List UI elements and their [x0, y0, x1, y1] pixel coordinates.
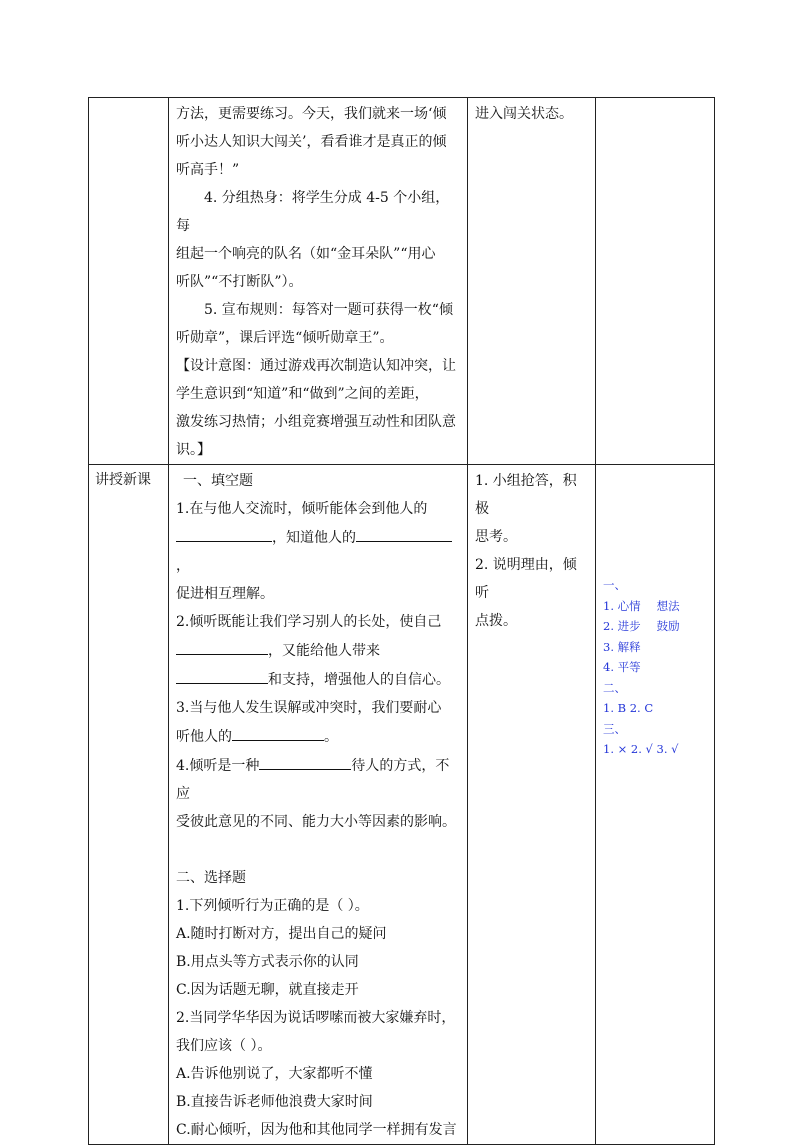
text-line: 听高手！” — [176, 162, 240, 178]
text-line: 听勋章”，课后评选“倾听勋章王”。 — [176, 330, 394, 346]
answer-line: 4. 平等 — [603, 660, 641, 674]
text-line: 4. 分组热身：将学生分成 4-5 个小组，每 — [176, 190, 450, 234]
text-line: A.告诉他别说了，大家都听不懂 — [176, 1066, 373, 1082]
text-line: A.随时打断对方，提出自己的疑问 — [176, 926, 387, 942]
stage-cell — [89, 465, 169, 1145]
text-line: 组起一个响亮的队名（如“金耳朵队”“用心 — [176, 246, 436, 262]
text-line: 思考。 — [475, 529, 517, 545]
answer-line: 2. 进步 鼓励 — [603, 619, 680, 633]
teacher-activity-cell — [169, 465, 468, 1145]
table-row — [89, 98, 715, 465]
text-line: ，知道他人的， — [176, 523, 461, 580]
answer-heading: 二、 — [603, 680, 626, 695]
text-line: 4.倾听是一种 待人的方式，不应 — [176, 751, 461, 808]
teacher-activity-cell — [169, 98, 468, 465]
text-line: 和支持，增强他人的自信心。 — [176, 665, 461, 694]
text-line: 5. 宣布规则：每答对一题可获得一枚“倾 — [204, 302, 453, 318]
section-heading-fill-blank: 一、填空题 — [183, 473, 253, 489]
text-line: 2. 说明理由，倾听 — [475, 557, 577, 601]
text-line: 我们应该（ ）。 — [176, 1038, 272, 1054]
text-line: 学生意识到“知道”和“做到”之间的差距， — [176, 386, 429, 402]
text-line: 听队”“不打断队”）。 — [176, 274, 303, 290]
exercise-text — [169, 465, 467, 1144]
text-line: ，又能给他人带来 — [176, 636, 461, 665]
text-line: 听他人的 。 — [176, 722, 461, 751]
notes-cell — [596, 98, 715, 465]
answer-line: 1. B 2. C — [603, 701, 654, 715]
answer-line: 1. × 2. √ 3. √ — [603, 742, 679, 756]
text-line: 1.在与他人交流时，倾听能体会到他人的 — [176, 501, 428, 517]
text-line: 激发练习热情；小组竞赛增强互动性和团队意 — [176, 414, 456, 430]
text-line: 方法，更需要练习。今天，我们就来一场‘倾 — [176, 106, 447, 122]
text-line: 2.当同学华华因为说话啰嗦而被大家嫌弃时， — [176, 1010, 456, 1026]
text-line: C.耐心倾听，因为他和其他同学一样拥有发言 — [176, 1122, 457, 1138]
text-line: 点拨。 — [475, 613, 517, 629]
answer-heading: 一、 — [603, 578, 626, 592]
answer-line: 3. 解释 — [603, 639, 641, 654]
blank-line — [232, 722, 324, 741]
table-row — [89, 465, 715, 1145]
student-activity-cell — [468, 465, 596, 1145]
text-line: 1.下列倾听行为正确的是（ ）。 — [176, 898, 369, 914]
answer-line: 1. 心情 想法 — [603, 598, 680, 613]
answer-heading: 三、 — [603, 721, 626, 736]
text-line: 【设计意图：通过游戏再次制造认知冲突，让 — [176, 358, 456, 374]
text-line: 促进相互理解。 — [176, 586, 274, 602]
stage-label: 讲授新课 — [95, 472, 151, 488]
text-line: 2.倾听既能让我们学习别人的长处，使自己 — [176, 614, 442, 630]
text-line: B.直接告诉老师他浪费大家时间 — [176, 1094, 373, 1110]
blank-line — [176, 665, 268, 684]
text-line: 进入闯关状态。 — [475, 106, 573, 122]
section-heading-multiple-choice: 二、选择题 — [176, 870, 246, 886]
blank-line — [176, 523, 272, 542]
text-line: 3.当与他人发生误解或冲突时，我们要耐心 — [176, 700, 442, 716]
blank-line — [176, 636, 268, 655]
text-line: 识。】 — [176, 442, 211, 458]
teacher-activity-text — [169, 98, 467, 464]
blank-line — [259, 751, 351, 770]
blank-line — [356, 523, 452, 542]
text-line: 1. 小组抢答，积极 — [475, 473, 577, 517]
lesson-plan-table — [88, 97, 715, 1145]
text-line: B.用点头等方式表示你的认同 — [176, 954, 359, 970]
answer-key — [596, 465, 714, 760]
text-line: 受彼此意见的不同、能力大小等因素的影响。 — [176, 814, 456, 830]
answer-key-cell — [596, 465, 715, 1145]
student-activity-cell — [468, 98, 596, 465]
text-line: 听小达人知识大闯关’，看看谁才是真正的倾 — [176, 134, 447, 150]
stage-cell — [89, 98, 169, 465]
text-line: C.因为话题无聊，就直接走开 — [176, 982, 359, 998]
